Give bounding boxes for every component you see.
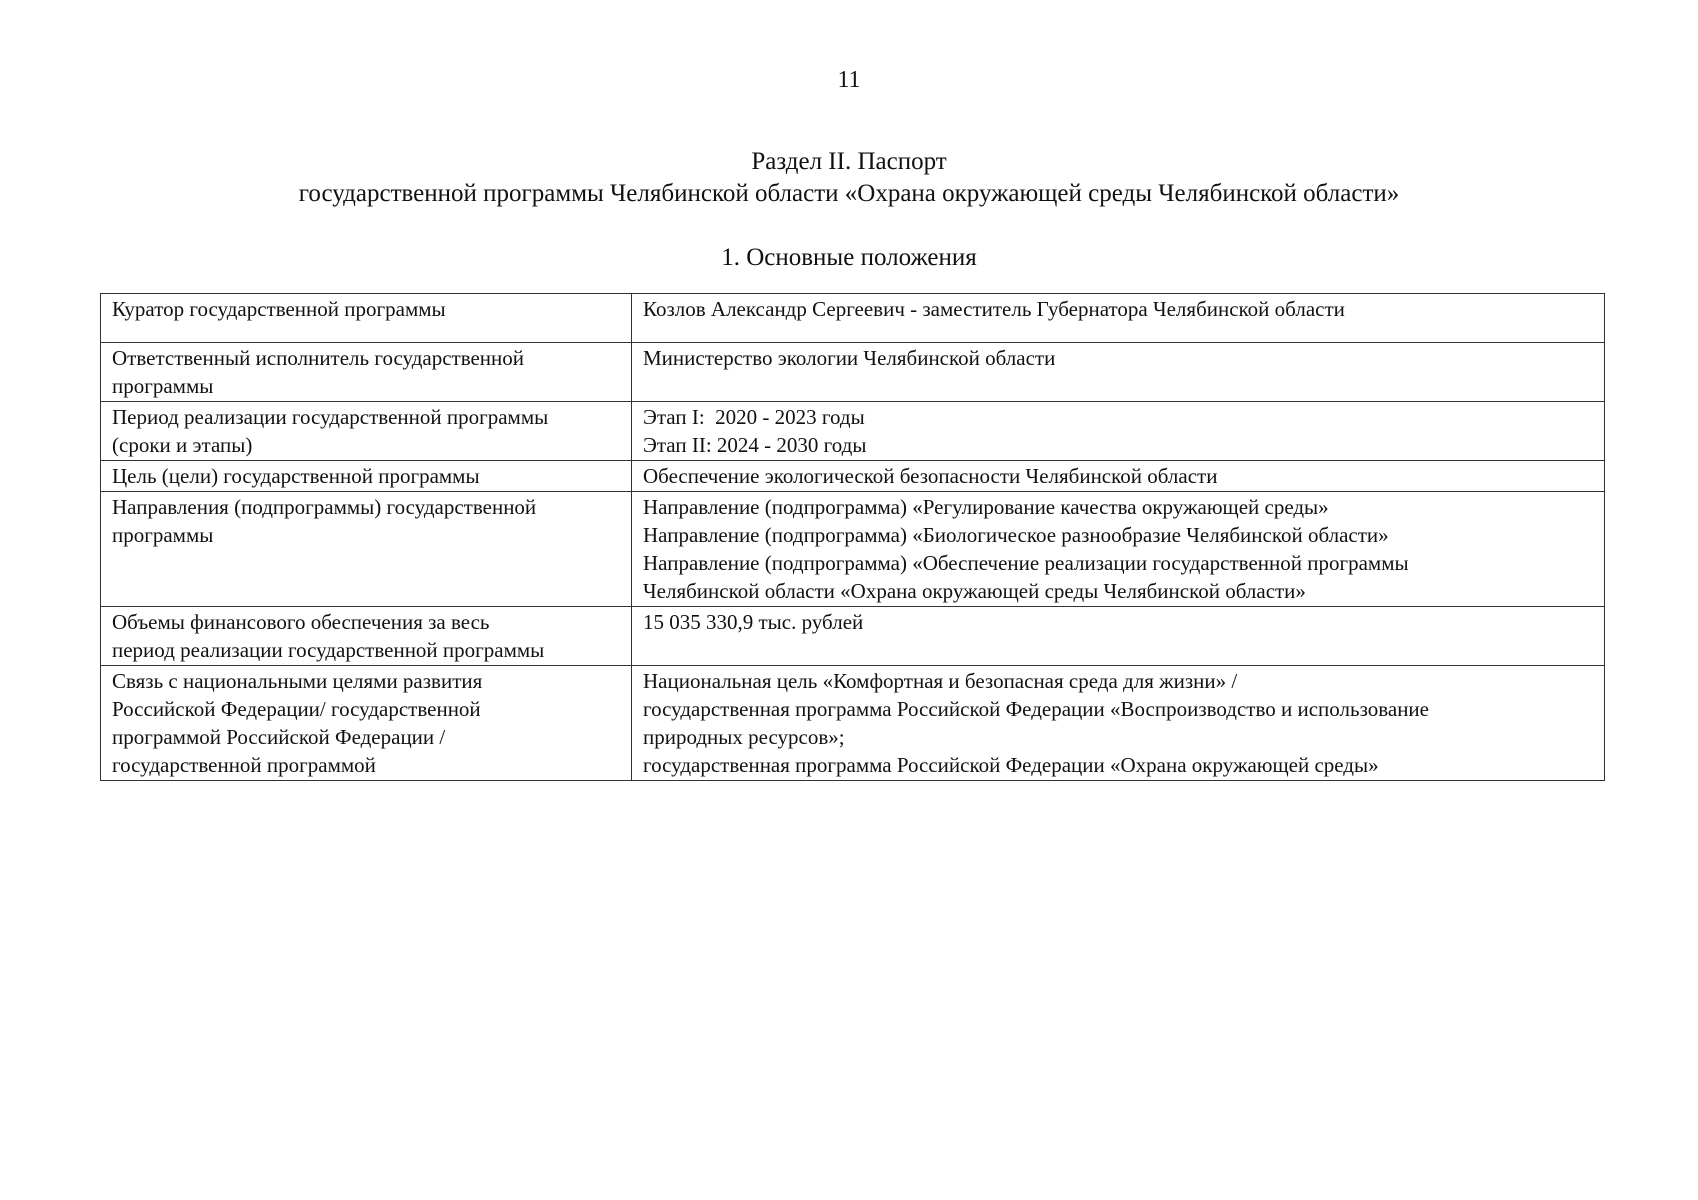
section-heading: [0, 146, 1698, 210]
national-goals-link-label-line: Связь с национальными целями развития: [112, 669, 483, 693]
program-directions-label-cell: [101, 492, 632, 607]
responsible-executor-value-cell: [632, 343, 1605, 402]
financing-volume-value-cell: [632, 607, 1605, 666]
section-heading-line-1: Раздел II. Паспорт: [751, 148, 947, 175]
program-direction-line: Направление (подпрограмма) «Биологическое разнообразие Челябинской области»: [643, 523, 1389, 547]
national-goals-link-label-cell: [101, 666, 632, 781]
program-goal-value-cell: [632, 461, 1605, 492]
national-goals-link-label-line: программой Российской Федерации /: [112, 725, 446, 749]
implementation-period-label-cell: [101, 402, 632, 461]
program-directions-label-line: Направления (подпрограммы) государственной: [112, 495, 537, 519]
responsible-executor-label-cell: [101, 343, 632, 402]
national-goals-link-value-cell: [632, 666, 1605, 781]
implementation-period-label-line: (сроки и этапы): [112, 433, 253, 457]
table-row-program-goal: [101, 461, 1605, 492]
financing-volume-label-line: Объемы финансового обеспечения за весь: [112, 610, 490, 634]
program-goal-value: Обеспечение экологической безопасности Челябинской области: [643, 464, 1218, 488]
financing-volume-value: 15 035 330,9 тыс. рублей: [643, 610, 864, 634]
national-goals-link-value-line: государственная программа Российской Федерации «Воспроизводство и использование: [643, 697, 1429, 721]
passport-table: [100, 293, 1605, 781]
table-row-implementation-period: [101, 402, 1605, 461]
curator-value-cell: [632, 294, 1605, 343]
table-row-curator: [101, 294, 1605, 343]
program-direction-line: Челябинской области «Охрана окружающей среды Челябинской области»: [643, 579, 1306, 603]
national-goals-link-value-line: Национальная цель «Комфортная и безопасная среда для жизни» /: [643, 669, 1238, 693]
program-directions-label-line: программы: [112, 523, 214, 547]
financing-volume-label-line: период реализации государственной программы: [112, 638, 545, 662]
section-heading-line-2: государственной программы Челябинской области «Охрана окружающей среды Челябинской области»: [298, 180, 1400, 207]
curator-label-cell: [101, 294, 632, 343]
implementation-period-label-line: Период реализации государственной программы: [112, 405, 549, 429]
table-row-national-goals-link: [101, 666, 1605, 781]
national-goals-link-label-line: государственной программой: [112, 753, 376, 777]
table-row-program-directions: [101, 492, 1605, 607]
program-goal-label-cell: [101, 461, 632, 492]
implementation-period-value-cell: [632, 402, 1605, 461]
stage-2-value: Этап II: 2024 - 2030 годы: [643, 433, 867, 457]
table-row-financing-volume: [101, 607, 1605, 666]
program-goal-label: Цель (цели) государственной программы: [112, 464, 480, 488]
program-direction-line: Направление (подпрограмма) «Обеспечение реализации государственной программы: [643, 551, 1409, 575]
subsection-heading: 1. Основные положения: [721, 244, 977, 271]
program-directions-value-cell: [632, 492, 1605, 607]
national-goals-link-value-line: природных ресурсов»;: [643, 725, 845, 749]
curator-value: Козлов Александр Сергеевич - заместитель Губернатора Челябинской области: [643, 297, 1345, 321]
responsible-executor-label-line: Ответственный исполнитель государственной: [112, 346, 525, 370]
page-number: 11: [837, 67, 861, 93]
table-row-responsible-executor: [101, 343, 1605, 402]
stage-1-value: Этап I: 2020 - 2023 годы: [643, 405, 865, 429]
national-goals-link-value-line: государственная программа Российской Федерации «Охрана окружающей среды»: [643, 753, 1379, 777]
financing-volume-label-cell: [101, 607, 632, 666]
responsible-executor-label-line: программы: [112, 374, 214, 398]
national-goals-link-label-line: Российской Федерации/ государственной: [112, 697, 481, 721]
program-direction-line: Направление (подпрограмма) «Регулирование качества окружающей среды»: [643, 495, 1329, 519]
curator-label: Куратор государственной программы: [112, 297, 446, 321]
responsible-executor-value: Министерство экологии Челябинской области: [643, 346, 1056, 370]
